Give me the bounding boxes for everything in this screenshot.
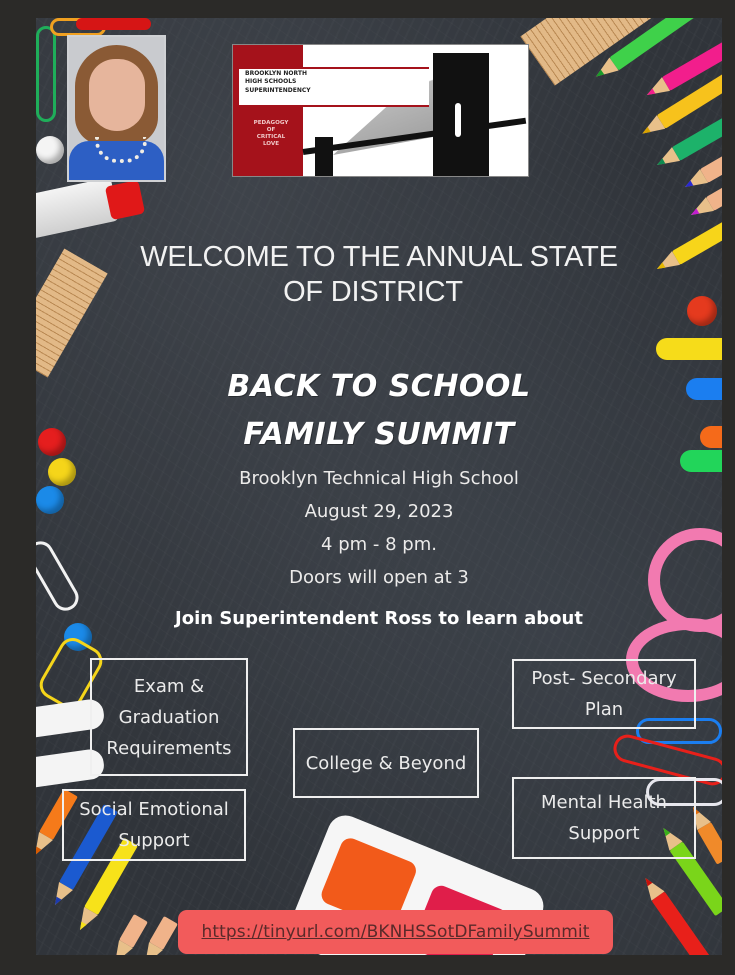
event-date: August 29, 2023 (304, 501, 454, 522)
magenta-pencil-icon (149, 916, 178, 950)
event-flyer (36, 18, 722, 955)
registration-link[interactable]: https://tinyurl.com/BKNHSSotDFamilySummit (201, 922, 590, 942)
yellow-marker-icon (656, 338, 722, 360)
brooklyn-bridge-icon (433, 53, 489, 176)
topic-post-secondary: Post- Secondary Plan (512, 659, 696, 729)
pushpin-icon (36, 136, 64, 164)
orange-pencil-icon (697, 822, 722, 865)
event-title: BACK TO SCHOOL FAMILY SUMMIT (227, 369, 531, 452)
logo-org-name: BROOKLYN NORTH HIGH SCHOOLS SUPERINTENDENCY (239, 67, 429, 107)
superintendency-logo (232, 44, 529, 177)
event-details (36, 462, 722, 594)
pink-pencil-icon (119, 914, 148, 948)
magenta-pencil-icon (706, 182, 722, 211)
topic-exam-graduation: Exam & Graduation Requirements (90, 658, 248, 776)
glue-cap-icon (105, 180, 145, 220)
bridge-tower-small-icon (315, 137, 333, 176)
paperclip-icon (36, 26, 56, 122)
event-venue: Brooklyn Technical High School (239, 468, 519, 489)
blue-pencil-icon (700, 149, 722, 183)
doors-open: Doors will open at 3 (289, 567, 469, 588)
event-time: 4 pm - 8 pm. (321, 534, 437, 555)
red-clip-icon (76, 18, 151, 30)
logo-tagline: PEDAGOGY OF CRITICAL LOVE (253, 120, 289, 147)
topic-social-emotional: Social Emotional Support (62, 789, 246, 861)
join-callout: Join Superintendent Ross to learn about (175, 608, 583, 629)
topic-mental-health: Mental Health Support (512, 777, 696, 859)
registration-link-banner[interactable] (178, 910, 613, 954)
superintendent-photo (67, 35, 166, 182)
welcome-heading: WELCOME TO THE ANNUAL STATE OF DISTRICT (140, 241, 618, 308)
red-pencil-icon (651, 891, 710, 955)
topic-college-beyond: College & Beyond (293, 728, 479, 798)
logo-red-panel (233, 45, 303, 176)
